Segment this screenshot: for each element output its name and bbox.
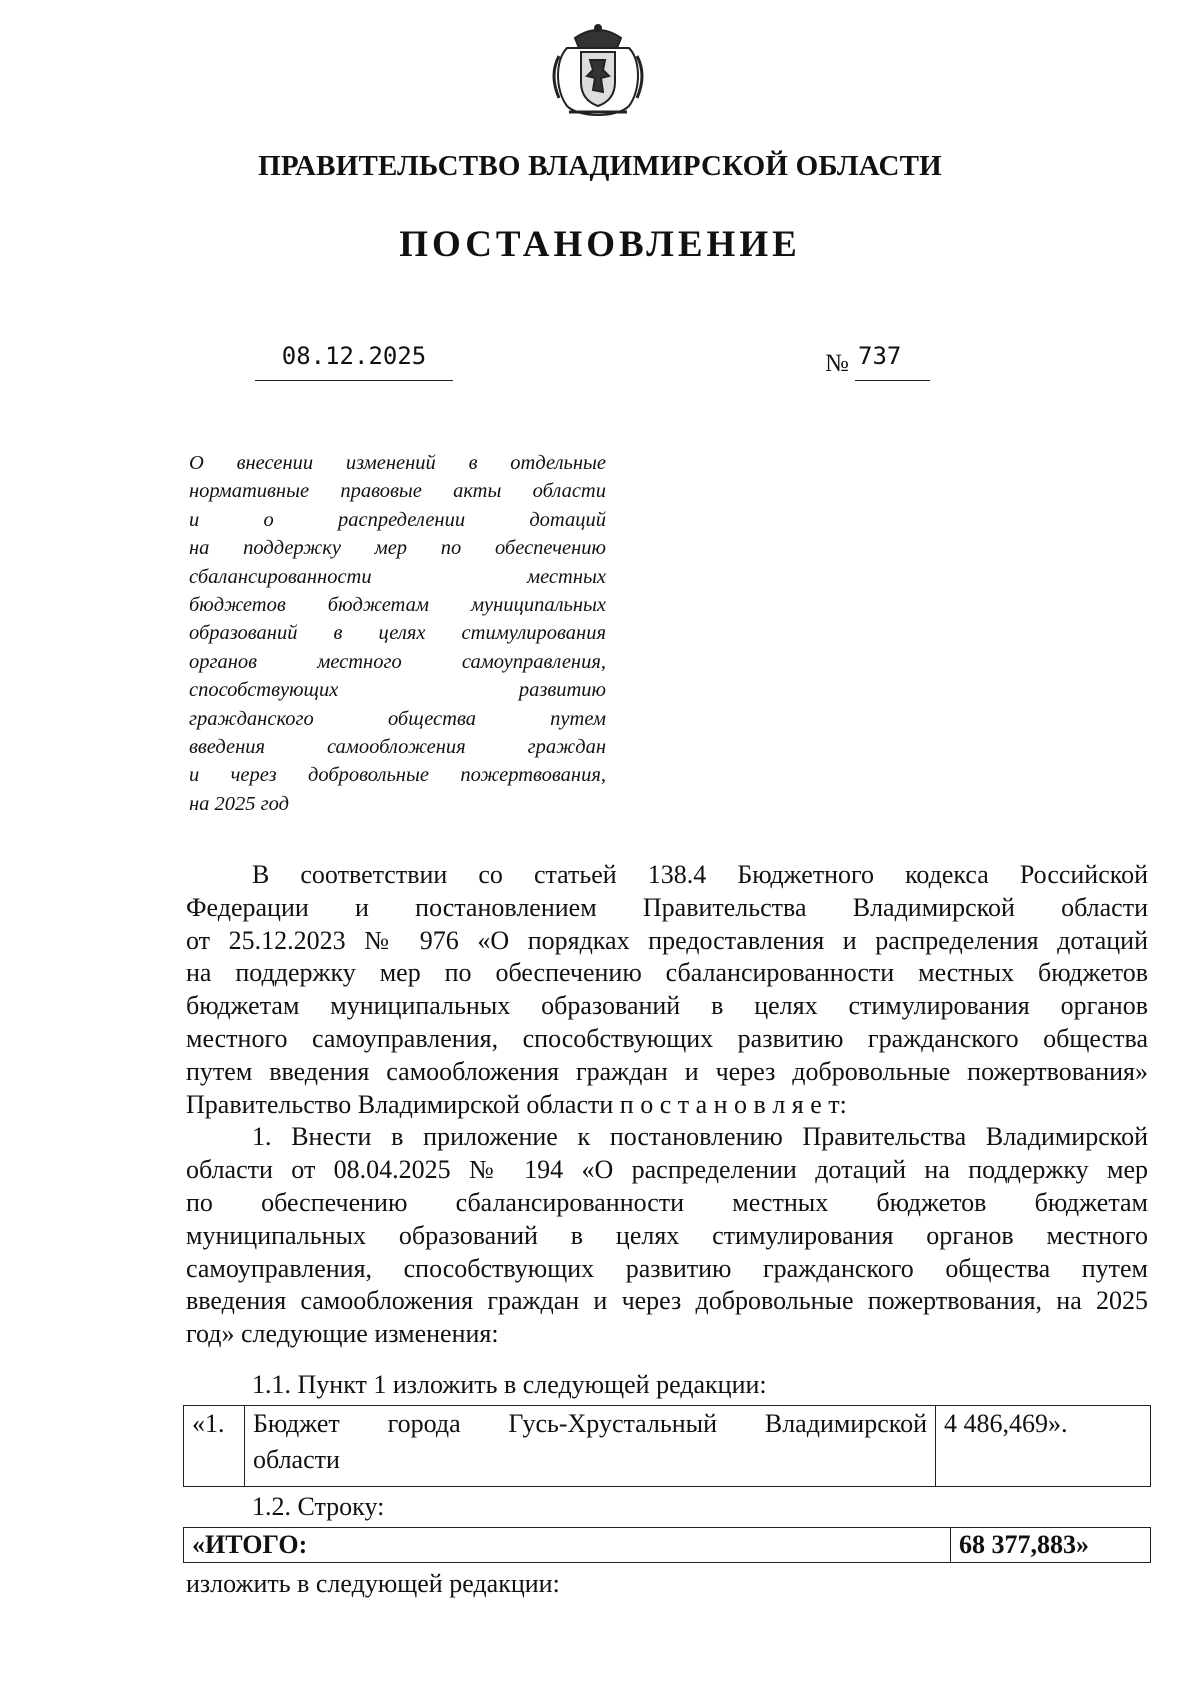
preamble-line: Правительство Владимирской области п о с т а н о в л я е т:	[186, 1089, 847, 1119]
subject-line: на поддержку мер по обеспечению	[189, 537, 606, 560]
subject-line: образований в целях стимулирования	[189, 622, 606, 645]
preamble-line: Федерации и постановлением Правительства Владимирской области	[186, 892, 1148, 922]
table-cell-name	[245, 1406, 936, 1487]
preamble-line: В соответствии со статьей 138.4 Бюджетного кодекса Российской	[252, 860, 1148, 889]
total-label: «ИТОГО:	[184, 1528, 951, 1563]
subject-line: способствующих развитию	[189, 679, 606, 702]
subject-line: на 2025 год	[189, 792, 290, 815]
amendment-table-1	[183, 1405, 1151, 1487]
document-subject	[189, 449, 606, 818]
item-1-line: самоуправления, способствующих развитию гражданского общества путем	[186, 1253, 1148, 1283]
item-1-line: по обеспечению сбалансированности местных бюджетов бюджетам	[186, 1187, 1148, 1217]
preamble-line: путем введения самообложения граждан и через добровольные пожертвования»	[186, 1056, 1148, 1086]
item-1-line: год» следующие изменения:	[186, 1319, 499, 1349]
preamble-line: на поддержку мер по обеспечению сбалансированности местных бюджетов	[186, 958, 1148, 988]
item-1-line: введения самообложения граждан и через добровольные пожертвования, на 2025	[186, 1286, 1148, 1316]
coat-of-arms-icon	[545, 20, 651, 122]
preamble-line: местного самоуправления, способствующих развитию гражданского общества	[186, 1023, 1148, 1053]
document-number: 737	[855, 342, 930, 381]
table-cell-number: «1.	[184, 1406, 245, 1487]
item-1-2: 1.2. Строку:	[252, 1492, 385, 1521]
document-body	[186, 859, 1148, 1351]
closing-line: изложить в следующей редакции:	[186, 1569, 560, 1598]
subject-line: О внесении изменений в отдельные	[189, 452, 606, 474]
subject-line: органов местного самоуправления,	[189, 650, 606, 673]
subject-line: и через добровольные пожертвования,	[189, 764, 606, 787]
table-cell-name-line: области	[253, 1445, 340, 1474]
government-title: ПРАВИТЕЛЬСТВО ВЛАДИМИРСКОЙ ОБЛАСТИ	[258, 150, 942, 182]
table-cell-name-line: Бюджет города Гусь-Хрустальный Владимирской	[253, 1409, 927, 1438]
amendment-table-2	[183, 1527, 1151, 1563]
item-1-line: муниципальных образований в целях стимулирования органов местного	[186, 1220, 1148, 1250]
total-value: 68 377,883»	[951, 1528, 1151, 1563]
table-row	[184, 1406, 1151, 1487]
table-cell-value: 4 486,469».	[936, 1406, 1151, 1487]
subject-line: сбалансированности местных	[189, 565, 606, 588]
preamble-line: от 25.12.2023 № 976 «О порядках предоставления и распределения дотаций	[186, 925, 1148, 955]
table-row	[184, 1528, 1151, 1563]
item-1-line: области от 08.04.2025 № 194 «О распределении дотаций на поддержку мер	[186, 1155, 1148, 1185]
subject-line: введения самообложения граждан	[189, 735, 606, 758]
subject-line: нормативные правовые акты области	[189, 480, 606, 503]
subject-line: и о распределении дотаций	[189, 508, 606, 531]
subject-line: гражданского общества путем	[189, 707, 606, 730]
document-date: 08.12.2025	[255, 342, 453, 381]
item-1-1: 1.1. Пункт 1 изложить в следующей редакции:	[252, 1370, 767, 1399]
item-1-line: 1. Внести в приложение к постановлению Правительства Владимирской	[252, 1122, 1148, 1152]
number-label: №	[825, 350, 849, 377]
document-type: ПОСТАНОВЛЕНИЕ	[399, 224, 801, 265]
subject-line: бюджетов бюджетам муниципальных	[189, 593, 606, 616]
preamble-line: бюджетам муниципальных образований в целях стимулирования органов	[186, 991, 1148, 1021]
